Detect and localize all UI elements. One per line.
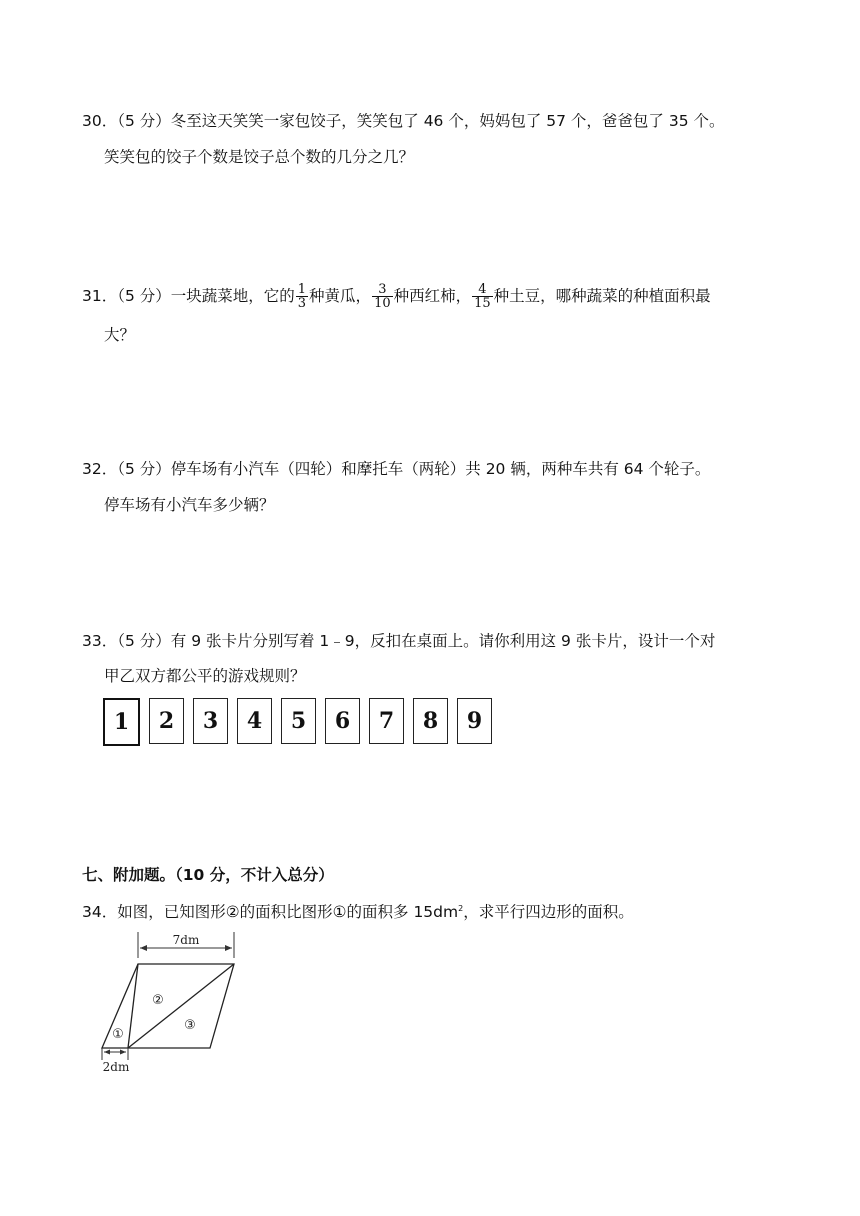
card-5: 5: [281, 698, 316, 744]
question-34-text: 34．如图，已知图形②的面积比图形①的面积多 $15dm^2$，求平行四边形的面积。: [82, 903, 634, 922]
fraction-one-third: $\frac{1}{3}$: [297, 282, 307, 311]
question-33-line2: 甲乙双方都公平的游戏规则？: [104, 667, 306, 685]
question-32-line1: 32．（5 分）停车场有小汽车（四轮）和摩托车（两轮）共 20 辆，两种车共有 64 个轮子。: [82, 460, 711, 478]
card-1: 1: [103, 698, 140, 746]
card-8: 8: [413, 698, 448, 744]
question-33-line1: 33．（5 分）有 9 张卡片分别写着 1﹣9，反扣在桌面上。请你利用这 9 张卡片，设计一个对: [82, 632, 716, 650]
card-3: 3: [193, 698, 228, 744]
bottom-arrow-left: [104, 1050, 110, 1055]
superscript-2: 2: [458, 904, 464, 913]
question-31-suffix: 种土豆，哪种蔬菜的种植面积最: [493, 287, 711, 305]
top-dimension-label: 7dm: [172, 933, 200, 947]
question-31-line2: 大？: [104, 326, 136, 344]
question-30-line1: 30．（5 分）冬至这天笑笑一家包饺子，笑笑包了 46 个，妈妈包了 57 个，爸爸包了 35 个。: [82, 112, 725, 130]
question-30-line2: 笑笑包的饺子个数是饺子总个数的几分之几？: [104, 148, 415, 166]
question-32-line2: 停车场有小汽车多少辆？: [104, 496, 275, 514]
fraction-four-fifteenths: $\frac{4}{15}$: [474, 282, 491, 311]
region-1-label: ①: [112, 1027, 124, 1042]
region-2-label: ②: [152, 993, 164, 1008]
card-6: 6: [325, 698, 360, 744]
card-4: 4: [237, 698, 272, 744]
question-31-line1: [82, 283, 782, 310]
question-31-mid1: 种黄瓜，: [309, 287, 372, 305]
bottom-arrow-right: [120, 1050, 126, 1055]
card-7: 7: [369, 698, 404, 744]
fraction-three-tenths: $\frac{3}{10}$: [374, 282, 391, 311]
question-31-mid2: 种西红柿，: [393, 287, 472, 305]
question-31-prefix: 31．（5 分）一块蔬菜地，它的: [82, 287, 295, 305]
bottom-dimension-label: 2dm: [102, 1060, 130, 1074]
card-9: 9: [457, 698, 492, 744]
top-arrow-left: [140, 945, 147, 951]
diagonal-line: [128, 964, 234, 1048]
parallelogram-figure: [96, 928, 246, 1078]
section-7-heading: 七、附加题。（10 分，不计入总分）: [82, 866, 334, 884]
top-arrow-right: [225, 945, 232, 951]
card-2: 2: [149, 698, 184, 744]
region-3-label: ③: [184, 1018, 196, 1033]
